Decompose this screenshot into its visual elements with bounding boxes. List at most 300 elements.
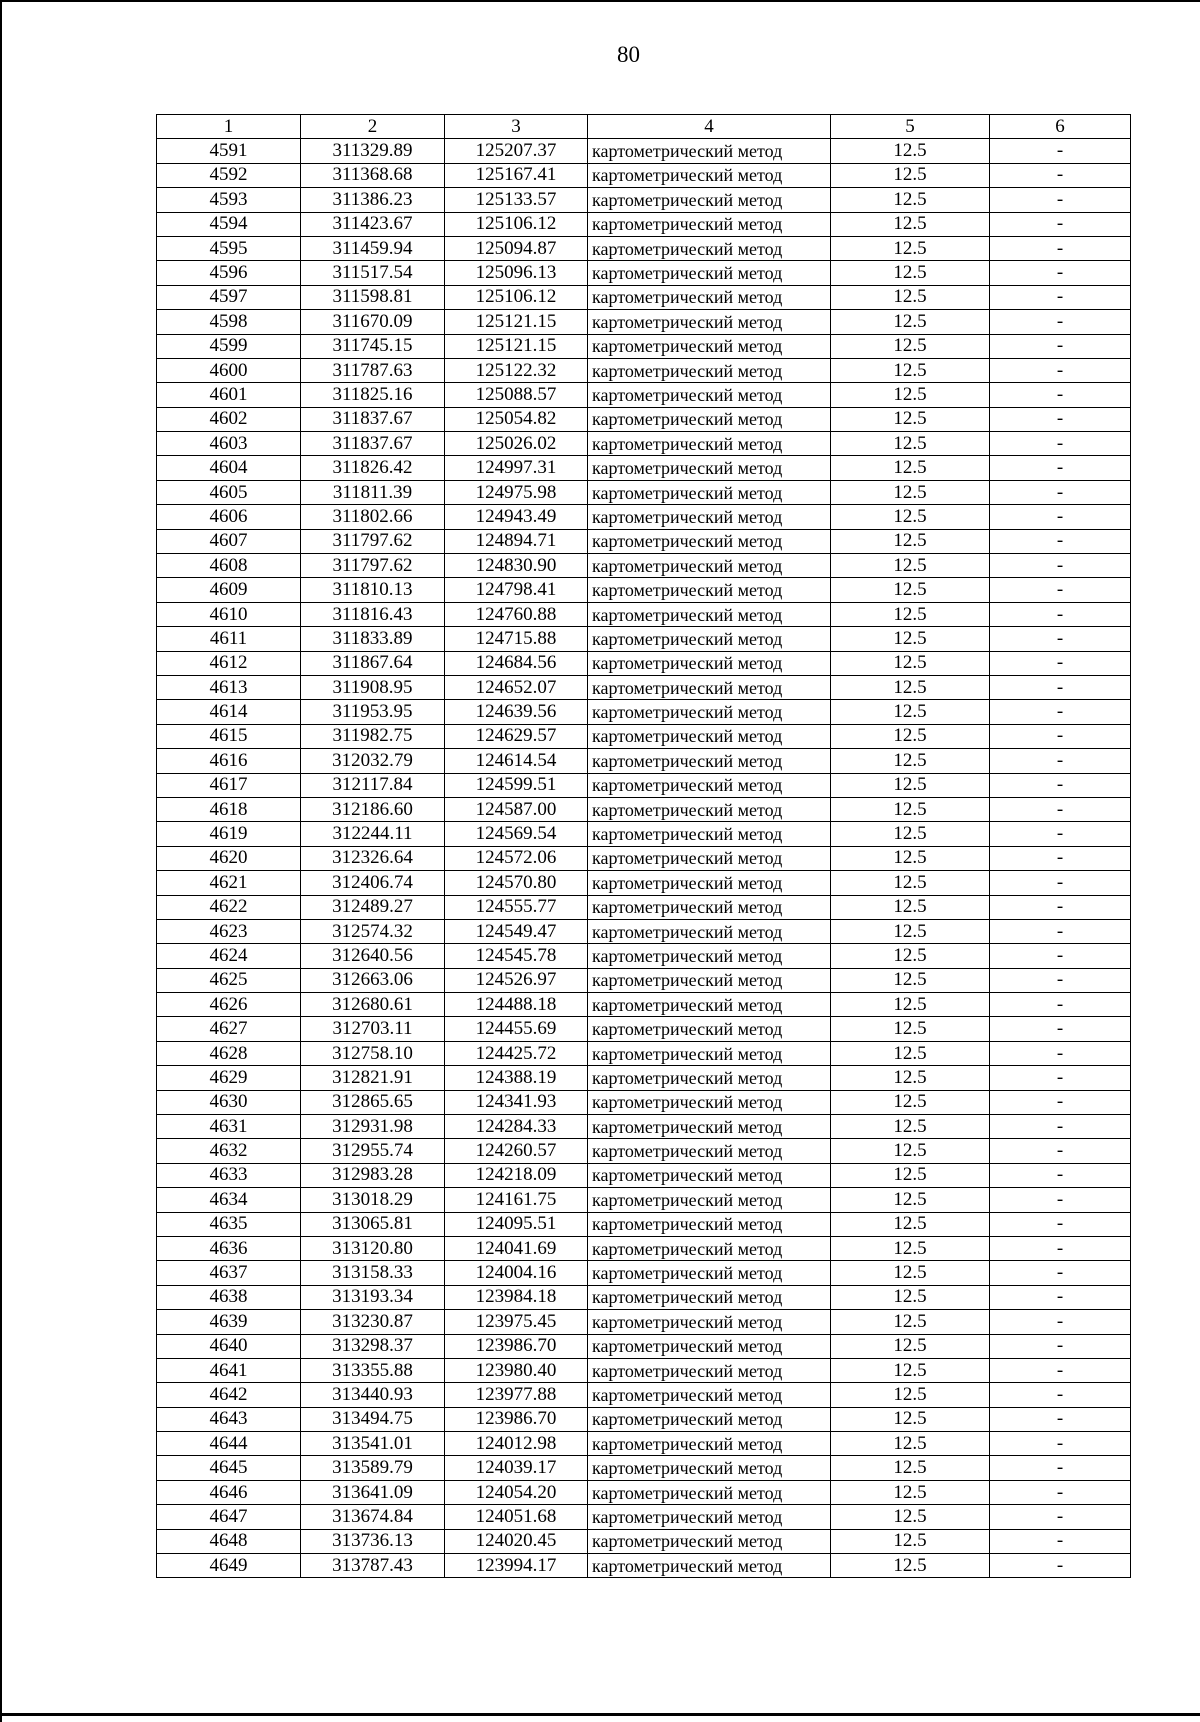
table-row	[157, 1163, 1131, 1187]
y-coordinate-cell: 125106.12	[445, 285, 588, 309]
precision-cell: 12.5	[831, 675, 990, 699]
table-row	[157, 188, 1131, 212]
method-cell: картометрический метод	[588, 188, 831, 212]
note-cell: -	[990, 1212, 1131, 1236]
method-cell: картометрический метод	[588, 1334, 831, 1358]
table-row	[157, 1041, 1131, 1065]
table-row	[157, 1505, 1131, 1529]
point-number-cell: 4604	[157, 456, 301, 480]
column-header: 6	[990, 115, 1131, 139]
y-coordinate-cell: 124684.56	[445, 651, 588, 675]
method-cell: картометрический метод	[588, 1383, 831, 1407]
y-coordinate-cell: 124020.45	[445, 1529, 588, 1553]
y-coordinate-cell: 124652.07	[445, 675, 588, 699]
table-row	[157, 310, 1131, 334]
precision-cell: 12.5	[831, 749, 990, 773]
point-number-cell: 4601	[157, 383, 301, 407]
method-cell: картометрический метод	[588, 334, 831, 358]
precision-cell: 12.5	[831, 432, 990, 456]
point-number-cell: 4592	[157, 163, 301, 187]
note-cell: -	[990, 1066, 1131, 1090]
x-coordinate-cell: 311598.81	[301, 285, 445, 309]
point-number-cell: 4591	[157, 139, 301, 163]
precision-cell: 12.5	[831, 188, 990, 212]
precision-cell: 12.5	[831, 578, 990, 602]
note-cell: -	[990, 724, 1131, 748]
precision-cell: 12.5	[831, 1334, 990, 1358]
table-row	[157, 1554, 1131, 1578]
y-coordinate-cell: 124526.97	[445, 968, 588, 992]
point-number-cell: 4644	[157, 1432, 301, 1456]
y-coordinate-cell: 124041.69	[445, 1236, 588, 1260]
method-cell: картометрический метод	[588, 1480, 831, 1504]
y-coordinate-cell: 124012.98	[445, 1432, 588, 1456]
method-cell: картометрический метод	[588, 1017, 831, 1041]
table-row	[157, 1139, 1131, 1163]
note-cell: -	[990, 944, 1131, 968]
x-coordinate-cell: 313440.93	[301, 1383, 445, 1407]
table-row	[157, 163, 1131, 187]
note-cell: -	[990, 1310, 1131, 1334]
note-cell: -	[990, 1554, 1131, 1578]
table-row	[157, 285, 1131, 309]
precision-cell: 12.5	[831, 554, 990, 578]
x-coordinate-cell: 312931.98	[301, 1115, 445, 1139]
x-coordinate-cell: 312406.74	[301, 871, 445, 895]
point-number-cell: 4637	[157, 1261, 301, 1285]
method-cell: картометрический метод	[588, 261, 831, 285]
table-row	[157, 212, 1131, 236]
method-cell: картометрический метод	[588, 895, 831, 919]
y-coordinate-cell: 125054.82	[445, 407, 588, 431]
note-cell: -	[990, 993, 1131, 1017]
point-number-cell: 4619	[157, 822, 301, 846]
y-coordinate-cell: 124161.75	[445, 1188, 588, 1212]
x-coordinate-cell: 311787.63	[301, 358, 445, 382]
x-coordinate-cell: 312821.91	[301, 1066, 445, 1090]
note-cell: -	[990, 310, 1131, 334]
note-cell: -	[990, 700, 1131, 724]
precision-cell: 12.5	[831, 1261, 990, 1285]
x-coordinate-cell: 313787.43	[301, 1554, 445, 1578]
y-coordinate-cell: 123977.88	[445, 1383, 588, 1407]
table-row	[157, 1285, 1131, 1309]
x-coordinate-cell: 313494.75	[301, 1407, 445, 1431]
note-cell: -	[990, 797, 1131, 821]
y-coordinate-cell: 123980.40	[445, 1358, 588, 1382]
y-coordinate-cell: 124039.17	[445, 1456, 588, 1480]
note-cell: -	[990, 822, 1131, 846]
method-cell: картометрический метод	[588, 139, 831, 163]
table-row	[157, 822, 1131, 846]
precision-cell: 12.5	[831, 968, 990, 992]
note-cell: -	[990, 1407, 1131, 1431]
precision-cell: 12.5	[831, 1041, 990, 1065]
precision-cell: 12.5	[831, 139, 990, 163]
x-coordinate-cell: 312244.11	[301, 822, 445, 846]
x-coordinate-cell: 313641.09	[301, 1480, 445, 1504]
precision-cell: 12.5	[831, 163, 990, 187]
note-cell: -	[990, 1188, 1131, 1212]
table-row	[157, 407, 1131, 431]
x-coordinate-cell: 311826.42	[301, 456, 445, 480]
y-coordinate-cell: 124975.98	[445, 480, 588, 504]
table-row	[157, 1334, 1131, 1358]
x-coordinate-cell: 311867.64	[301, 651, 445, 675]
method-cell: картометрический метод	[588, 529, 831, 553]
table-row	[157, 675, 1131, 699]
x-coordinate-cell: 311802.66	[301, 505, 445, 529]
table-row	[157, 1529, 1131, 1553]
note-cell: -	[990, 1163, 1131, 1187]
y-coordinate-cell: 124549.47	[445, 919, 588, 943]
method-cell: картометрический метод	[588, 310, 831, 334]
x-coordinate-cell: 312117.84	[301, 773, 445, 797]
table-row	[157, 846, 1131, 870]
precision-cell: 12.5	[831, 1285, 990, 1309]
point-number-cell: 4598	[157, 310, 301, 334]
x-coordinate-cell: 312489.27	[301, 895, 445, 919]
method-cell: картометрический метод	[588, 651, 831, 675]
y-coordinate-cell: 125088.57	[445, 383, 588, 407]
table-row	[157, 871, 1131, 895]
method-cell: картометрический метод	[588, 1261, 831, 1285]
precision-cell: 12.5	[831, 383, 990, 407]
table-row	[157, 944, 1131, 968]
method-cell: картометрический метод	[588, 407, 831, 431]
y-coordinate-cell: 124572.06	[445, 846, 588, 870]
y-coordinate-cell: 124455.69	[445, 1017, 588, 1041]
precision-cell: 12.5	[831, 1310, 990, 1334]
y-coordinate-cell: 124629.57	[445, 724, 588, 748]
method-cell: картометрический метод	[588, 675, 831, 699]
table-row	[157, 700, 1131, 724]
precision-cell: 12.5	[831, 651, 990, 675]
y-coordinate-cell: 123986.70	[445, 1334, 588, 1358]
point-number-cell: 4625	[157, 968, 301, 992]
method-cell: картометрический метод	[588, 919, 831, 943]
method-cell: картометрический метод	[588, 1090, 831, 1114]
table-row	[157, 968, 1131, 992]
method-cell: картометрический метод	[588, 1310, 831, 1334]
method-cell: картометрический метод	[588, 700, 831, 724]
x-coordinate-cell: 311837.67	[301, 407, 445, 431]
note-cell: -	[990, 895, 1131, 919]
note-cell: -	[990, 602, 1131, 626]
precision-cell: 12.5	[831, 846, 990, 870]
page-number: 80	[617, 42, 640, 67]
precision-cell: 12.5	[831, 944, 990, 968]
table-row	[157, 1115, 1131, 1139]
table-row	[157, 480, 1131, 504]
x-coordinate-cell: 312640.56	[301, 944, 445, 968]
precision-cell: 12.5	[831, 773, 990, 797]
note-cell: -	[990, 1529, 1131, 1553]
point-number-cell: 4636	[157, 1236, 301, 1260]
precision-cell: 12.5	[831, 895, 990, 919]
method-cell: картометрический метод	[588, 1163, 831, 1187]
method-cell: картометрический метод	[588, 627, 831, 651]
y-coordinate-cell: 125133.57	[445, 188, 588, 212]
y-coordinate-cell: 124599.51	[445, 773, 588, 797]
point-number-cell: 4614	[157, 700, 301, 724]
note-cell: -	[990, 627, 1131, 651]
method-cell: картометрический метод	[588, 1236, 831, 1260]
method-cell: картометрический метод	[588, 822, 831, 846]
point-number-cell: 4606	[157, 505, 301, 529]
method-cell: картометрический метод	[588, 968, 831, 992]
point-number-cell: 4594	[157, 212, 301, 236]
y-coordinate-cell: 123986.70	[445, 1407, 588, 1431]
note-cell: -	[990, 163, 1131, 187]
table-row	[157, 1066, 1131, 1090]
x-coordinate-cell: 311797.62	[301, 554, 445, 578]
note-cell: -	[990, 651, 1131, 675]
table-row	[157, 1456, 1131, 1480]
y-coordinate-cell: 125207.37	[445, 139, 588, 163]
table-row	[157, 529, 1131, 553]
x-coordinate-cell: 312703.11	[301, 1017, 445, 1041]
x-coordinate-cell: 313736.13	[301, 1529, 445, 1553]
y-coordinate-cell: 125121.15	[445, 334, 588, 358]
y-coordinate-cell: 124555.77	[445, 895, 588, 919]
point-number-cell: 4632	[157, 1139, 301, 1163]
precision-cell: 12.5	[831, 480, 990, 504]
precision-cell: 12.5	[831, 797, 990, 821]
point-number-cell: 4649	[157, 1554, 301, 1578]
table-row	[157, 1261, 1131, 1285]
x-coordinate-cell: 311517.54	[301, 261, 445, 285]
x-coordinate-cell: 312758.10	[301, 1041, 445, 1065]
precision-cell: 12.5	[831, 1529, 990, 1553]
table-row	[157, 651, 1131, 675]
precision-cell: 12.5	[831, 529, 990, 553]
note-cell: -	[990, 675, 1131, 699]
point-number-cell: 4602	[157, 407, 301, 431]
x-coordinate-cell: 313065.81	[301, 1212, 445, 1236]
y-coordinate-cell: 124095.51	[445, 1212, 588, 1236]
point-number-cell: 4593	[157, 188, 301, 212]
x-coordinate-cell: 313589.79	[301, 1456, 445, 1480]
y-coordinate-cell: 124545.78	[445, 944, 588, 968]
note-cell: -	[990, 968, 1131, 992]
precision-cell: 12.5	[831, 724, 990, 748]
precision-cell: 12.5	[831, 1212, 990, 1236]
note-cell: -	[990, 1041, 1131, 1065]
table-row	[157, 505, 1131, 529]
note-cell: -	[990, 212, 1131, 236]
method-cell: картометрический метод	[588, 1456, 831, 1480]
method-cell: картометрический метод	[588, 163, 831, 187]
precision-cell: 12.5	[831, 505, 990, 529]
y-coordinate-cell: 124260.57	[445, 1139, 588, 1163]
precision-cell: 12.5	[831, 871, 990, 895]
method-cell: картометрический метод	[588, 749, 831, 773]
column-header: 2	[301, 115, 445, 139]
y-coordinate-cell: 124425.72	[445, 1041, 588, 1065]
precision-cell: 12.5	[831, 212, 990, 236]
table-row	[157, 358, 1131, 382]
table-row	[157, 383, 1131, 407]
note-cell: -	[990, 1115, 1131, 1139]
method-cell: картометрический метод	[588, 358, 831, 382]
y-coordinate-cell: 124488.18	[445, 993, 588, 1017]
point-number-cell: 4616	[157, 749, 301, 773]
table-row	[157, 1358, 1131, 1382]
table-row	[157, 139, 1131, 163]
y-coordinate-cell: 124341.93	[445, 1090, 588, 1114]
table-row	[157, 1310, 1131, 1334]
precision-cell: 12.5	[831, 1407, 990, 1431]
table-row	[157, 1236, 1131, 1260]
point-number-cell: 4597	[157, 285, 301, 309]
method-cell: картометрический метод	[588, 432, 831, 456]
y-coordinate-cell: 124894.71	[445, 529, 588, 553]
table-row	[157, 432, 1131, 456]
point-number-cell: 4648	[157, 1529, 301, 1553]
point-number-cell: 4624	[157, 944, 301, 968]
note-cell: -	[990, 1090, 1131, 1114]
note-cell: -	[990, 432, 1131, 456]
precision-cell: 12.5	[831, 407, 990, 431]
point-number-cell: 4622	[157, 895, 301, 919]
note-cell: -	[990, 236, 1131, 260]
x-coordinate-cell: 313674.84	[301, 1505, 445, 1529]
y-coordinate-cell: 123994.17	[445, 1554, 588, 1578]
table-row	[157, 749, 1131, 773]
note-cell: -	[990, 285, 1131, 309]
point-number-cell: 4595	[157, 236, 301, 260]
note-cell: -	[990, 1383, 1131, 1407]
method-cell: картометрический метод	[588, 212, 831, 236]
y-coordinate-cell: 123975.45	[445, 1310, 588, 1334]
point-number-cell: 4631	[157, 1115, 301, 1139]
precision-cell: 12.5	[831, 236, 990, 260]
method-cell: картометрический метод	[588, 456, 831, 480]
note-cell: -	[990, 480, 1131, 504]
x-coordinate-cell: 313298.37	[301, 1334, 445, 1358]
y-coordinate-cell: 124587.00	[445, 797, 588, 821]
y-coordinate-cell: 124997.31	[445, 456, 588, 480]
note-cell: -	[990, 1505, 1131, 1529]
point-number-cell: 4600	[157, 358, 301, 382]
y-coordinate-cell: 123984.18	[445, 1285, 588, 1309]
y-coordinate-cell: 125122.32	[445, 358, 588, 382]
note-cell: -	[990, 261, 1131, 285]
precision-cell: 12.5	[831, 1139, 990, 1163]
precision-cell: 12.5	[831, 285, 990, 309]
table-row	[157, 1188, 1131, 1212]
x-coordinate-cell: 313018.29	[301, 1188, 445, 1212]
y-coordinate-cell: 124051.68	[445, 1505, 588, 1529]
x-coordinate-cell: 311825.16	[301, 383, 445, 407]
precision-cell: 12.5	[831, 1066, 990, 1090]
y-coordinate-cell: 124004.16	[445, 1261, 588, 1285]
point-number-cell: 4618	[157, 797, 301, 821]
table-row	[157, 1212, 1131, 1236]
precision-cell: 12.5	[831, 1236, 990, 1260]
table-row	[157, 1480, 1131, 1504]
point-number-cell: 4603	[157, 432, 301, 456]
note-cell: -	[990, 383, 1131, 407]
x-coordinate-cell: 313120.80	[301, 1236, 445, 1260]
note-cell: -	[990, 139, 1131, 163]
y-coordinate-cell: 125096.13	[445, 261, 588, 285]
point-number-cell: 4596	[157, 261, 301, 285]
table-row	[157, 1017, 1131, 1041]
precision-cell: 12.5	[831, 1383, 990, 1407]
point-number-cell: 4610	[157, 602, 301, 626]
point-number-cell: 4633	[157, 1163, 301, 1187]
x-coordinate-cell: 311982.75	[301, 724, 445, 748]
note-cell: -	[990, 1285, 1131, 1309]
note-cell: -	[990, 578, 1131, 602]
x-coordinate-cell: 312326.64	[301, 846, 445, 870]
table-row	[157, 334, 1131, 358]
table-row	[157, 797, 1131, 821]
precision-cell: 12.5	[831, 456, 990, 480]
method-cell: картометрический метод	[588, 1066, 831, 1090]
y-coordinate-cell: 124798.41	[445, 578, 588, 602]
method-cell: картометрический метод	[588, 1212, 831, 1236]
column-header: 1	[157, 115, 301, 139]
method-cell: картометрический метод	[588, 505, 831, 529]
x-coordinate-cell: 312955.74	[301, 1139, 445, 1163]
note-cell: -	[990, 1358, 1131, 1382]
note-cell: -	[990, 1139, 1131, 1163]
point-number-cell: 4611	[157, 627, 301, 651]
precision-cell: 12.5	[831, 1115, 990, 1139]
note-cell: -	[990, 358, 1131, 382]
x-coordinate-cell: 311811.39	[301, 480, 445, 504]
y-coordinate-cell: 125106.12	[445, 212, 588, 236]
y-coordinate-cell: 125026.02	[445, 432, 588, 456]
x-coordinate-cell: 311810.13	[301, 578, 445, 602]
method-cell: картометрический метод	[588, 1407, 831, 1431]
method-cell: картометрический метод	[588, 773, 831, 797]
x-coordinate-cell: 311423.67	[301, 212, 445, 236]
point-number-cell: 4634	[157, 1188, 301, 1212]
precision-cell: 12.5	[831, 1090, 990, 1114]
note-cell: -	[990, 505, 1131, 529]
method-cell: картометрический метод	[588, 1115, 831, 1139]
table-row	[157, 919, 1131, 943]
x-coordinate-cell: 312186.60	[301, 797, 445, 821]
note-cell: -	[990, 919, 1131, 943]
method-cell: картометрический метод	[588, 944, 831, 968]
y-coordinate-cell: 124569.54	[445, 822, 588, 846]
x-coordinate-cell: 311816.43	[301, 602, 445, 626]
x-coordinate-cell: 311329.89	[301, 139, 445, 163]
y-coordinate-cell: 124760.88	[445, 602, 588, 626]
method-cell: картометрический метод	[588, 602, 831, 626]
method-cell: картометрический метод	[588, 1529, 831, 1553]
x-coordinate-cell: 312032.79	[301, 749, 445, 773]
note-cell: -	[990, 1261, 1131, 1285]
method-cell: картометрический метод	[588, 993, 831, 1017]
y-coordinate-cell: 124284.33	[445, 1115, 588, 1139]
method-cell: картометрический метод	[588, 480, 831, 504]
note-cell: -	[990, 871, 1131, 895]
method-cell: картометрический метод	[588, 1358, 831, 1382]
method-cell: картометрический метод	[588, 236, 831, 260]
y-coordinate-cell: 124715.88	[445, 627, 588, 651]
point-number-cell: 4628	[157, 1041, 301, 1065]
precision-cell: 12.5	[831, 261, 990, 285]
point-number-cell: 4607	[157, 529, 301, 553]
note-cell: -	[990, 1017, 1131, 1041]
precision-cell: 12.5	[831, 1480, 990, 1504]
